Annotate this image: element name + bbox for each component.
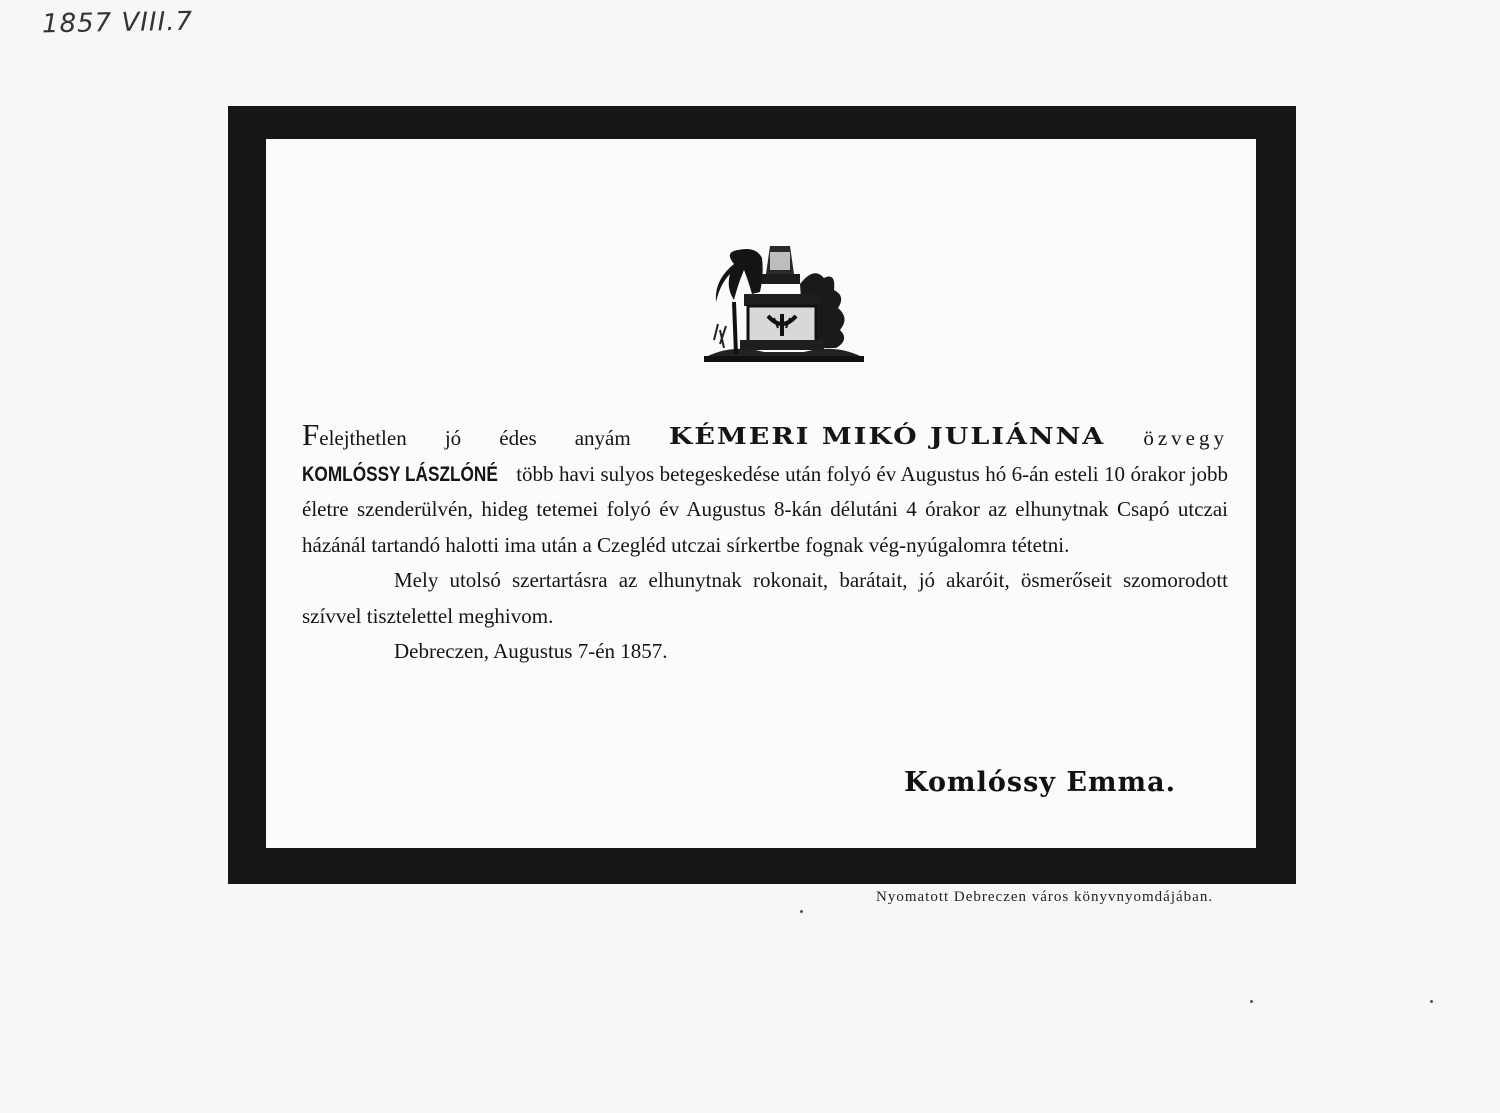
printer-imprint: Nyomatott Debreczen város könyvnyomdájában.: [876, 889, 1214, 905]
opening-phrase: elejthetlen jó édes anyám: [319, 426, 631, 450]
archive-handwritten-note: 1857 VIII.7: [41, 6, 194, 40]
deceased-name: KÉMERI MIKÓ JULIÁNNA: [668, 423, 1106, 450]
paper-speck: [1250, 1000, 1253, 1003]
widow-word: özvegy: [1143, 426, 1229, 450]
tomb-willow-icon: [704, 244, 864, 364]
invitation-paragraph: Mely utolsó szertartásra az elhunytnak rokonait, barátait, jó akaróit, ösmerőseit szomorodott szívvel tisztelettel meghivom.: [302, 568, 1228, 628]
announcement-paragraph: [302, 417, 1228, 563]
drop-cap: F: [302, 417, 320, 452]
paper-speck: [1430, 1000, 1433, 1003]
funeral-details: több havi sulyos betegeskedése után folyó év Augustus hó 6-án esteli 10 órakor jobb életre szenderülvén, hideg tetemei folyó év Augustus 8-kán délutáni 4 órakor az elhunytnak Csapó utczai házánál tartandó halotti ima után a Czegléd utczai sírkertbe fognak vég-nyúgalomra tétetni.: [302, 461, 1228, 557]
paper-speck: [800, 910, 803, 913]
notice-body: [302, 417, 1228, 670]
signature: Komlóssy Emma.: [904, 767, 1176, 798]
place-and-date: Debreczen, Augustus 7-én 1857.: [394, 639, 668, 663]
husband-name: KOMLÓSSY LÁSZLÓNÉ: [302, 462, 498, 486]
mourning-border: [228, 106, 1296, 884]
notice-panel: [266, 139, 1256, 848]
